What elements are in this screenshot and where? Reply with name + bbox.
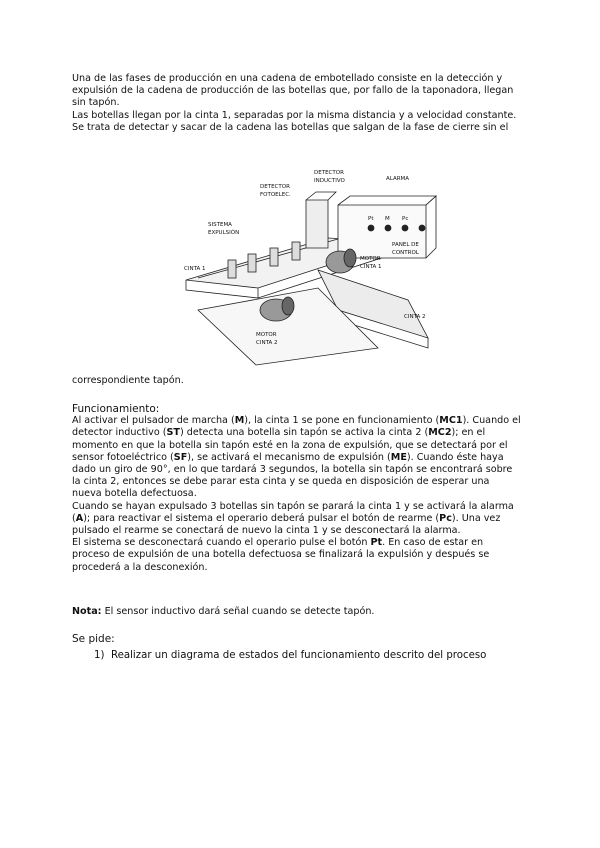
func-line: pulsado el rearme se conectará de nuevo la cinta 1 y se desconectará la alarma. (72, 525, 461, 537)
func-line: momento en que la botella sin tapón esté en la zona de expulsión, que se detectará por el (72, 439, 508, 451)
label-cinta1: CINTA 1 (184, 266, 206, 272)
funcionamiento-section (72, 403, 532, 574)
label-btn-pc: Pc (402, 216, 409, 222)
label-alarma: ALARMA (386, 176, 410, 182)
se-pide-heading: Se pide: (72, 633, 115, 645)
func-line: la cinta 2, entonces se debe parar esta cinta y se queda en disposición de esperar una (72, 476, 490, 488)
intro-line: Las botellas llegan por la cinta 1, separadas por la misma distancia y a velocidad constante. (72, 109, 517, 121)
label-panel: PANEL DE (392, 242, 419, 248)
intro-line: expulsión de la cadena de producción de las botellas que, por fallo de la taponadora, llegan (72, 85, 514, 97)
label-btn-m: M (385, 216, 390, 222)
intro-line: sin tapón. (72, 97, 120, 109)
label-detector-inductivo-2: INDUCTIVO (314, 178, 345, 184)
label-btn-pt: Pt (368, 216, 374, 222)
label-sistema-2: EXPULSIÓN (208, 230, 240, 236)
func-line: El sistema se desconectará cuando el operario pulse el botón Pt. En caso de estar en (72, 537, 484, 549)
func-line: sensor fotoeléctrico (SF), se activará el mecanismo de expulsión (ME). Cuando éste haya (72, 451, 504, 463)
label-motor-cinta1-2: CINTA 1 (360, 264, 382, 270)
label-cinta2: CINTA 2 (404, 314, 426, 320)
intro-line: correspondiente tapón. (72, 375, 184, 386)
label-detector-inductivo: DETECTOR (314, 170, 344, 176)
func-line: Al activar el pulsador de marcha (M), la cinta 1 se pone en funcionamiento (MC1). Cuando el (72, 415, 521, 427)
intro-continuation (72, 375, 532, 387)
func-line: nueva botella defectuosa. (72, 488, 197, 500)
func-line: detector inductivo (ST) detecta una botella sin tapón se activa la cinta 2 (MC2); en el (72, 427, 486, 439)
task-text: Realizar un diagrama de estados del funcionamiento descrito del proceso (110, 650, 487, 661)
func-line: dado un giro de 90°, en lo que tardará 3 segundos, la botella sin tapón se encontrará sobre (72, 464, 513, 476)
label-motor-cinta1: MOTOR (360, 256, 381, 262)
task-number: 1) (94, 650, 105, 661)
label-detector-foto: DETECTOR (260, 184, 290, 190)
intro-paragraph (72, 73, 532, 134)
nota-text: El sensor inductivo dará señal cuando se detecte tapón. (101, 606, 375, 617)
intro-line: Una de las fases de producción en una cadena de embotellado consiste en la detección y (72, 73, 503, 84)
label-sistema: SISTEMA (208, 222, 232, 228)
func-line: (A); para reactivar el sistema el operario deberá pulsar el botón de rearme (Pc). Una vez (72, 512, 501, 524)
nota (72, 606, 532, 618)
funcionamiento-heading: Funcionamiento: (72, 403, 160, 415)
label-motor-cinta2: MOTOR (256, 332, 277, 338)
intro-line: Se trata de detectar y sacar de la cadena las botellas que salgan de la fase de cierre sin el (72, 121, 509, 133)
func-line: proceso de expulsión de una botella defectuosa se finalizará la expulsión y después se (72, 549, 490, 561)
func-line: procederá a la desconexión. (72, 561, 208, 573)
nota-label: Nota: (72, 606, 102, 617)
label-detector-foto-2: FOTOELEC. (260, 192, 291, 198)
label-panel-2: CONTROL (392, 250, 419, 256)
label-motor-cinta2-2: CINTA 2 (256, 340, 278, 346)
bottling-line-diagram (178, 160, 438, 372)
func-line: Cuando se hayan expulsado 3 botellas sin tapón se parará la cinta 1 y se activará la alarma (72, 500, 514, 512)
task-item (94, 649, 486, 662)
